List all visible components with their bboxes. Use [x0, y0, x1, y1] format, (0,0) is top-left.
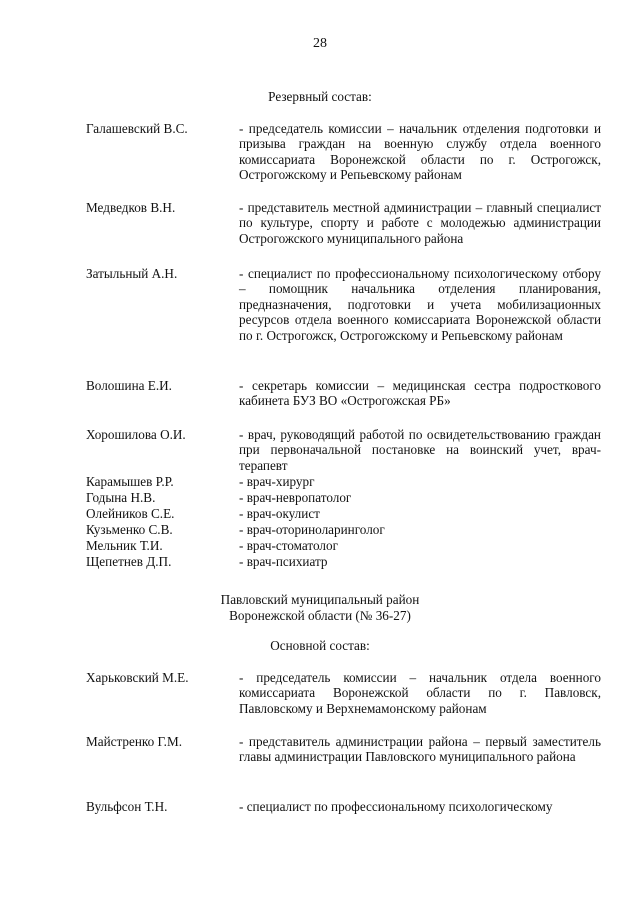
- member-role: - специалист по профессиональному психологическому: [239, 799, 553, 814]
- member-role: - председатель комиссии – начальник отделения подготовки и призыва граждан на военную службу отдела военного комиссариата Воронежской области по г. Острогожск, Острогожскому и Репьевскому районам: [239, 121, 601, 183]
- member-name: Затыльный А.Н.: [86, 266, 178, 281]
- district-title-line-1: Павловский муниципальный район: [220, 592, 420, 607]
- member-name: Медведков В.Н.: [86, 200, 176, 215]
- member-role: - представитель администрации района – первый заместитель главы администрации Павловского муниципального района: [239, 734, 601, 765]
- member-role: - врач-хирург: [239, 474, 315, 489]
- member-role: - секретарь комиссии – медицинская сестра подросткового кабинета БУЗ ВО «Острогожская РБ»: [239, 378, 601, 409]
- member-name: Хорошилова О.И.: [86, 427, 186, 442]
- member-role: - врач-невропатолог: [239, 490, 352, 505]
- member-role: - представитель местной администрации – главный специалист по культуре, спорту и работе с молодежью администрации Острогожского муниципального района: [239, 200, 601, 246]
- member-role: - врач-стоматолог: [239, 538, 339, 553]
- member-name: Щепетнев Д.П.: [86, 554, 172, 569]
- page-number: 28: [313, 36, 327, 51]
- member-name: Годына Н.В.: [86, 490, 156, 505]
- member-name: Галашевский В.С.: [86, 121, 188, 136]
- member-name: Вульфсон Т.Н.: [86, 799, 168, 814]
- member-name: Олейников С.Е.: [86, 506, 175, 521]
- member-role: - врач-психиатр: [239, 554, 328, 569]
- main-composition-heading: Основной состав:: [270, 638, 370, 653]
- member-role: - врач-оториноларинголог: [239, 522, 385, 537]
- member-name: Карамышев Р.Р.: [86, 474, 174, 489]
- member-name: Волошина Е.И.: [86, 378, 172, 393]
- member-role: - председатель комиссии – начальник отдела военного комиссариата Воронежской области по г. Павловск, Павловскому и Верхнемамонскому районам: [239, 670, 601, 716]
- member-name: Кузьменко С.В.: [86, 522, 173, 537]
- member-role: - врач-окулист: [239, 506, 320, 521]
- member-name: Майстренко Г.М.: [86, 734, 183, 749]
- member-name: Мельник Т.И.: [86, 538, 163, 553]
- member-role: - врач, руководящий работой по освидетельствованию граждан при первоначальной постановке на воинский учет, врач-терапевт: [239, 427, 601, 473]
- member-name: Харьковский М.Е.: [86, 670, 189, 685]
- member-role: - специалист по профессиональному психологическому отбору – помощник начальника отделения планирования, предназначения, подготовки и учета мобилизационных ресурсов отдела военного комиссариата Воронежской области по г. Острогожск, Острогожскому и Репьевскому районам: [239, 266, 601, 343]
- district-title-line-2: Воронежской области (№ 36-27): [229, 608, 411, 623]
- reserve-composition-heading: Резервный состав:: [268, 89, 372, 104]
